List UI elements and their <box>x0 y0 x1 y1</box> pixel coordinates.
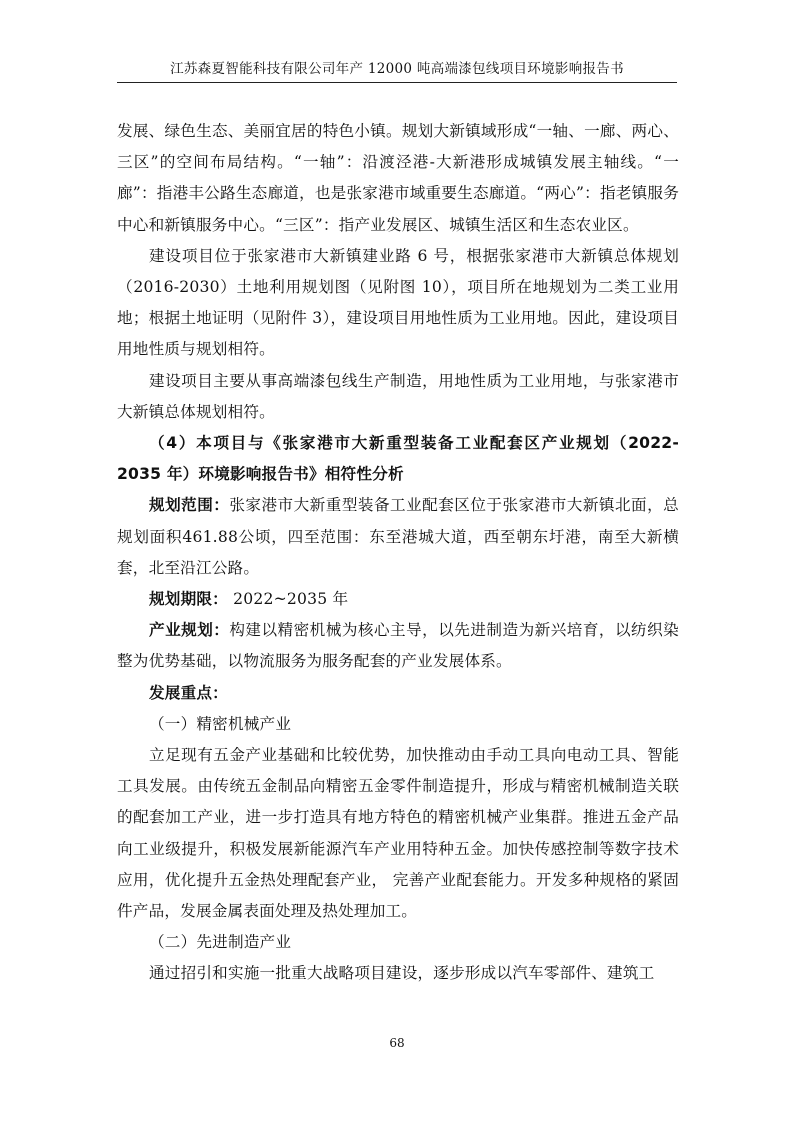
plan-period-text: 2022~2035 年 <box>227 590 349 609</box>
paragraph-land-use: 建设项目位于张家港市大新镇建业路 6 号，根据张家港市大新镇总体规划（2016-2030）土地利用规划图（见附图 10），项目所在地规划为二类工业用地；根据土地证明（见附件 3），建设项目用地性质为工业用地。因此，建设项目用地性质与规划相符。 <box>117 246 679 359</box>
paragraph-industry-plan <box>117 615 679 677</box>
subsection-title-advanced-manufacturing: （二）先进制造产业 <box>149 933 292 952</box>
paragraph-layout-structure: 发展、绿色生态、美丽宜居的特色小镇。规划大新镇域形成“一轴、一廊、两心、三区”的空间布局结构。“一轴”：沿渡泾港-大新港形成城镇发展主轴线。“一廊”：指港丰公路生态廊道，也是张家港市域重要生态廊道。“两心”：指老镇服务中心和新镇服务中心。“三区”：指产业发展区、城镇生活区和生态农业区。 <box>117 122 679 234</box>
industry-plan-label: 产业规划： <box>149 621 230 640</box>
paragraph-conformity: 建设项目主要从事高端漆包线生产制造，用地性质为工业用地，与张家港市大新镇总体规划相符。 <box>117 371 679 421</box>
document-header: 江苏森夏智能科技有限公司年产 12000 吨高端漆包线项目环境影响报告书 <box>170 61 624 77</box>
paragraph-precision-machinery: 立足现有五金产业基础和比较优势，加快推动由手动工具向电动工具、智能工具发展。由传统五金制品向精密五金零件制造提升，形成与精密机械制造关联的配套加工产业，进一步打造具有地方特色的精密机械产业集群。推进五金产品向工业级提升，积极发展新能源汽车产业用特种五金。加快传感控制等数字技术应用，优化提升五金热处理配套产业， 完善产业配套能力。开发多种规格的紧固件产品，发展金属表面处理及热处理加工。 <box>117 746 679 921</box>
header-divider <box>117 82 677 83</box>
subsection-title-precision-machinery: （一）精密机械产业 <box>149 714 292 733</box>
section-heading: （4）本项目与《张家港市大新重型装备工业配套区产业规划（2022-2035 年）环境影响报告书》相符性分析 <box>117 434 679 484</box>
paragraph-plan-scope <box>117 490 679 584</box>
page-number: 68 <box>389 1036 405 1050</box>
document-body <box>117 116 679 990</box>
paragraph-plan-period <box>117 584 679 615</box>
paragraph-focus <box>117 678 679 709</box>
focus-label: 发展重点： <box>149 683 228 702</box>
plan-period-label: 规划期限： <box>149 590 228 609</box>
industry-plan-text: 构建以精密机械为核心主导，以先进制造为新兴培育，以纺织染整为优势基础，以物流服务为服务配套的产业发展体系。 <box>117 621 679 671</box>
plan-scope-label: 规划范围： <box>149 496 230 515</box>
paragraph-advanced-manufacturing: 通过招引和实施一批重大战略项目建设，逐步形成以汽车零部件、建筑工 <box>149 964 655 983</box>
plan-scope-text: 张家港市大新重型装备工业配套区位于张家港市大新镇北面，总规划面积461.88公顷，四至范围：东至港城大道，西至朝东圩港，南至大新横套，北至沿江公路。 <box>117 496 679 577</box>
